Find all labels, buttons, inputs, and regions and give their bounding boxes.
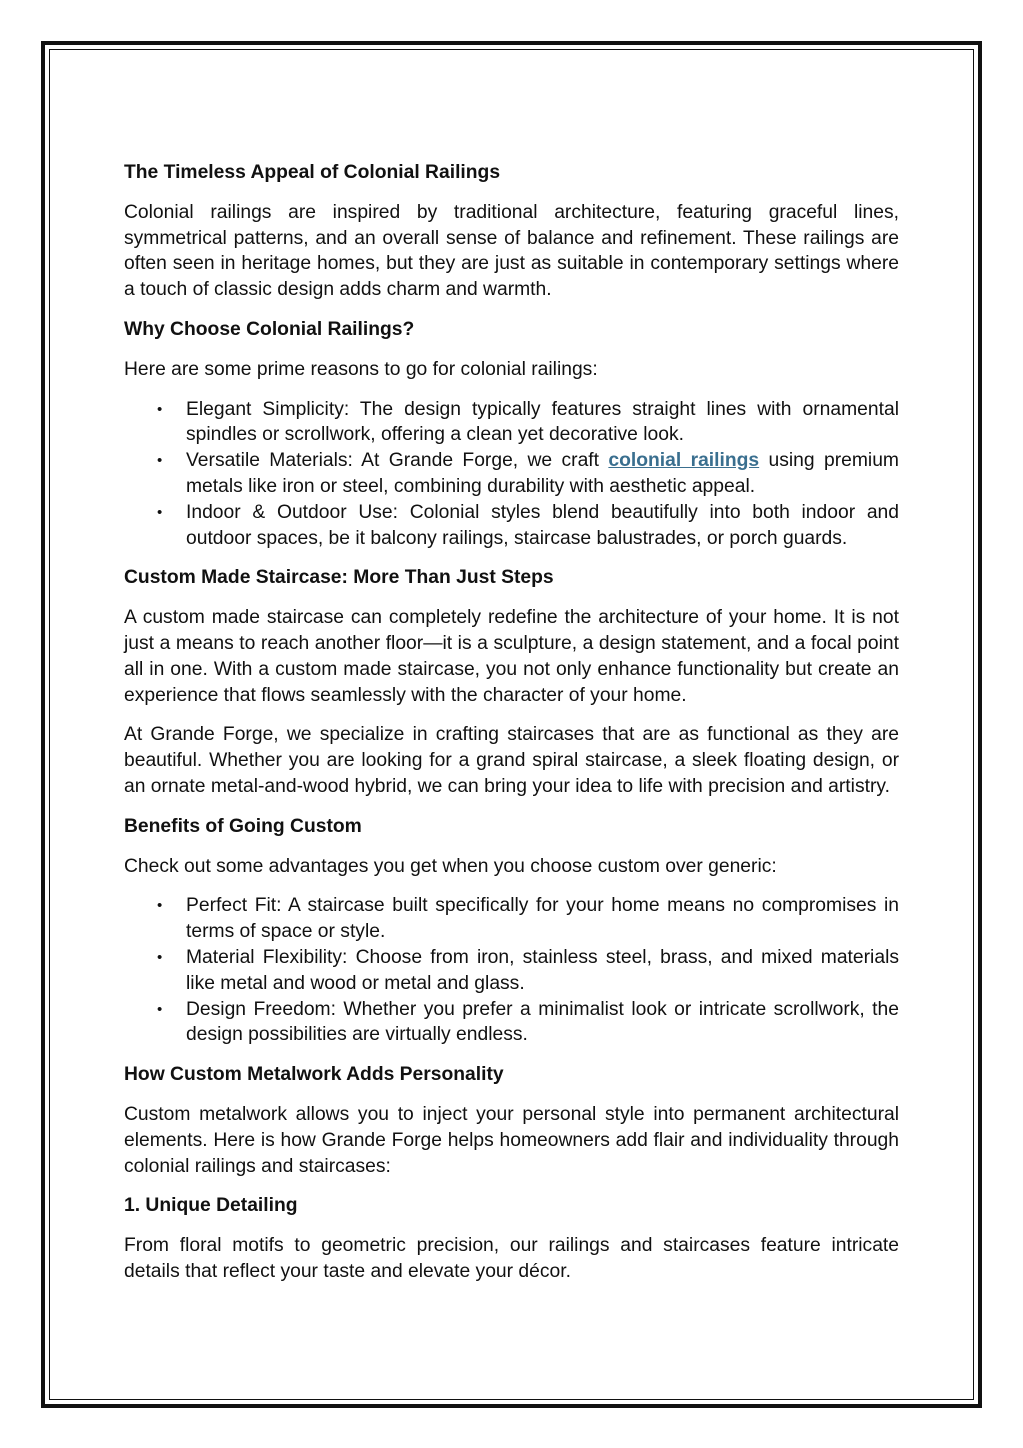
heading-custom-staircase: Custom Made Staircase: More Than Just Steps <box>124 567 554 589</box>
heading-metalwork-personality: How Custom Metalwork Adds Personality <box>124 1064 504 1086</box>
bullet-icon: • <box>157 452 163 470</box>
bullet-icon: • <box>157 897 163 915</box>
bullet-icon: • <box>157 503 163 521</box>
heading-unique-detailing: 1. Unique Detailing <box>124 1195 298 1217</box>
paragraph-advantages-intro: Check out some advantages you get when you choose custom over generic: <box>124 855 777 877</box>
list-item-text: Indoor & Outdoor Use: Colonial styles blend beautifully into both indoor and outdoor spaces, be it balcony railings, staircase balustrades, or porch guards. <box>186 501 899 549</box>
list-item-text: Design Freedom: Whether you prefer a minimalist look or intricate scrollwork, the design possibilities are virtually endless. <box>186 998 899 1046</box>
paragraph-detailing: From floral motifs to geometric precision, our railings and staircases feature intricate details that reflect your taste and elevate your décor. <box>124 1235 899 1282</box>
list-item <box>157 448 899 500</box>
list-item-text: Material Flexibility: Choose from iron, stainless steel, brass, and mixed materials like metal and wood or metal and glass. <box>186 946 899 994</box>
paragraph-staircase-intro: A custom made staircase can completely redefine the architecture of your home. It is not just a means to reach another floor—it is a sculpture, a design statement, and a focal point all in one. With a custom made staircase, you not only enhance functionality but create an experience that flows seamlessly with the character of your home. <box>124 607 899 706</box>
list-item-text-after: using premium metals like iron or steel, combining durability with aesthetic appeal. <box>186 450 899 497</box>
bullet-icon: • <box>157 1000 163 1018</box>
paragraph-metalwork: Custom metalwork allows you to inject your personal style into permanent architectural elements. Here is how Grande Forge helps homeowners add flair and individuality through colonial railings and staircases: <box>124 1103 899 1177</box>
reasons-list <box>124 397 899 552</box>
heading-why-choose: Why Choose Colonial Railings? <box>124 318 415 340</box>
list-item-text: Elegant Simplicity: The design typically features straight lines with ornamental spindles or scrollwork, offering a clean yet decorative look. <box>186 398 899 446</box>
heading-timeless-appeal: The Timeless Appeal of Colonial Railings <box>124 162 501 183</box>
list-item <box>157 397 899 449</box>
paragraph-colonial-intro: Colonial railings are inspired by traditional architecture, featuring graceful lines, symmetrical patterns, and an overall sense of balance and refinement. These railings are often seen in heritage homes, but they are just as suitable in contemporary settings where a touch of classic design adds charm and warmth. <box>124 201 899 301</box>
benefits-list <box>124 893 899 1048</box>
bullet-icon: • <box>157 400 163 418</box>
list-item <box>157 945 899 997</box>
list-item <box>157 997 899 1049</box>
list-item <box>157 500 899 552</box>
bullet-icon: • <box>157 948 163 966</box>
list-item-text: Perfect Fit: A staircase built specifically for your home means no compromises in terms of space or style. <box>186 895 899 943</box>
heading-benefits: Benefits of Going Custom <box>124 815 362 837</box>
paragraph-grande-forge: At Grande Forge, we specialize in crafting staircases that are as functional as they are beautiful. Whether you are looking for a grand spiral staircase, a sleek floating design, or an ornate metal-and-wood hybrid, we can bring your idea to life with precision and artistry. <box>124 724 899 797</box>
list-item-text-before: Versatile Materials: At Grande Forge, we craft <box>186 450 609 472</box>
paragraph-reasons-intro: Here are some prime reasons to go for colonial railings: <box>124 358 598 380</box>
colonial-railings-link[interactable]: colonial railings <box>608 450 760 472</box>
list-item <box>157 893 899 945</box>
document-body <box>124 160 899 1299</box>
